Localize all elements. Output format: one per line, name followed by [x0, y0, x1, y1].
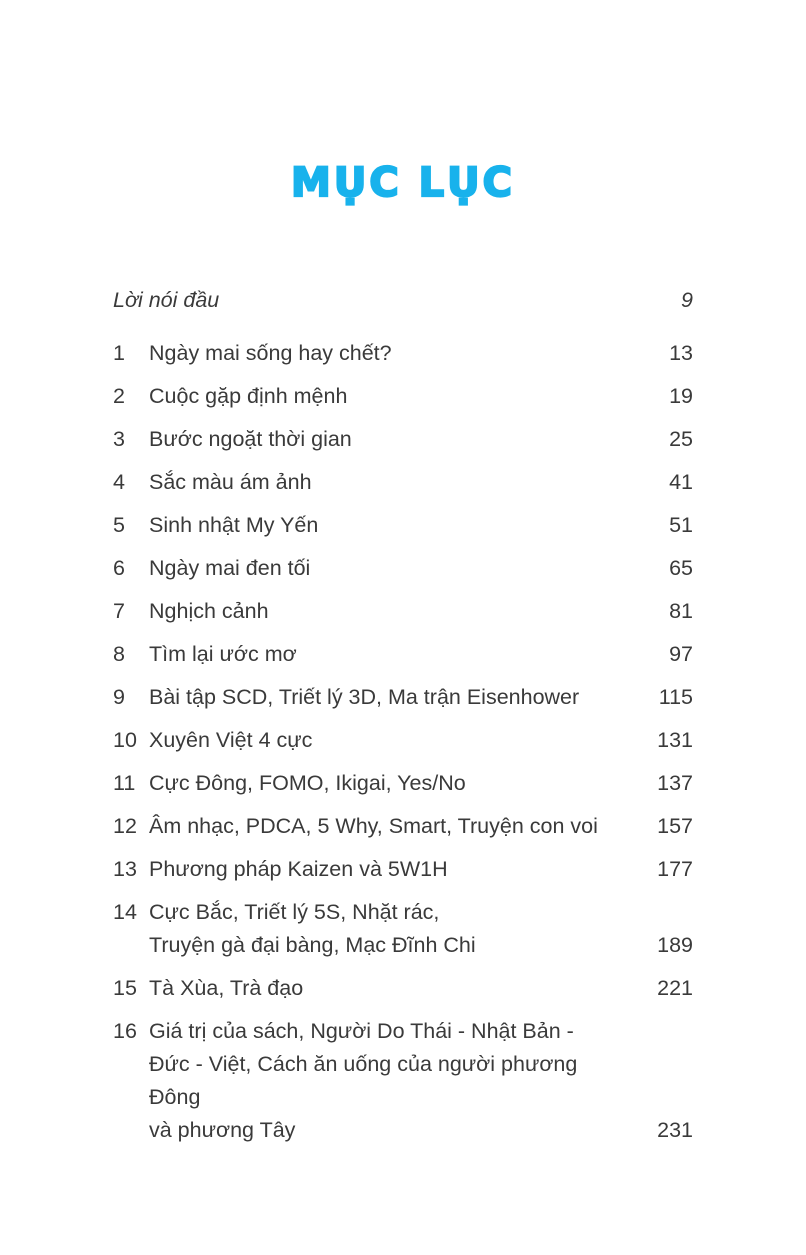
entry-page-number: 115 — [658, 685, 693, 709]
entry-page-number: 41 — [669, 470, 693, 494]
entry-title-line: Ngày mai đen tối — [149, 556, 311, 580]
toc-entry — [113, 810, 693, 843]
entry-title-line: Giá trị của sách, Người Do Thái - Nhật Bản - — [149, 1019, 574, 1043]
entry-title — [149, 509, 643, 542]
entry-title-line: Cực Đông, FOMO, Ikigai, Yes/No — [149, 771, 466, 795]
entry-page-number: 157 — [657, 814, 693, 838]
entry-number: 8 — [113, 642, 125, 666]
entry-number: 5 — [113, 513, 125, 537]
entry-title-line: Xuyên Việt 4 cực — [149, 728, 313, 752]
entry-page-number: 51 — [669, 513, 693, 537]
entry-title-line: Cực Bắc, Triết lý 5S, Nhặt rác, — [149, 900, 440, 924]
entry-title-line: Truyện gà đại bàng, Mạc Đĩnh Chi — [149, 933, 476, 957]
entry-title — [149, 595, 643, 628]
entry-title-line: Cuộc gặp định mệnh — [149, 384, 348, 408]
entry-number: 3 — [113, 427, 125, 451]
entry-title — [149, 972, 643, 1005]
entry-page-number: 137 — [657, 771, 693, 795]
entry-title-line: Ngày mai sống hay chết? — [149, 341, 392, 365]
entry-title-line: Sinh nhật My Yến — [149, 513, 319, 537]
preface-label: Lời nói đầu — [113, 288, 220, 312]
entry-title — [149, 810, 643, 843]
entry-number: 1 — [113, 341, 125, 365]
entry-number: 6 — [113, 556, 125, 580]
entry-page-number: 177 — [657, 857, 693, 881]
entry-title — [149, 552, 643, 585]
toc-entry — [113, 853, 693, 886]
entry-number: 15 — [113, 976, 137, 1000]
entry-title-line: Phương pháp Kaizen và 5W1H — [149, 857, 448, 881]
entry-title-line: Đức - Việt, Cách ăn uống của người phương Đông — [149, 1052, 578, 1109]
entry-page-number: 97 — [669, 642, 693, 666]
entry-title-line: và phương Tây — [149, 1118, 296, 1142]
preface-page-number: 9 — [681, 288, 693, 312]
entry-number: 9 — [113, 685, 125, 709]
entry-title-line: Tìm lại ước mơ — [149, 642, 297, 666]
entry-number: 16 — [113, 1019, 137, 1043]
toc-entry — [113, 509, 693, 542]
entry-number: 10 — [113, 728, 137, 752]
entry-title-line: Tà Xùa, Trà đạo — [149, 976, 304, 1000]
entry-number: 4 — [113, 470, 125, 494]
toc-entry — [113, 896, 693, 962]
entry-title — [149, 767, 643, 800]
toc-entry — [113, 380, 693, 413]
entry-page-number: 13 — [669, 341, 693, 365]
preface-row — [113, 284, 693, 317]
entry-title — [149, 724, 643, 757]
toc-content — [113, 0, 693, 1147]
entry-title — [149, 853, 643, 886]
toc-entry — [113, 1015, 693, 1147]
entry-number: 7 — [113, 599, 125, 623]
page-title: MỤC LỤC — [291, 160, 515, 206]
entry-number: 2 — [113, 384, 125, 408]
entry-page-number: 221 — [657, 976, 693, 1000]
entry-page-number: 131 — [657, 728, 693, 752]
toc-entry — [113, 552, 693, 585]
toc-entry — [113, 724, 693, 757]
entry-title — [149, 1015, 643, 1147]
entry-title-line: Âm nhạc, PDCA, 5 Why, Smart, Truyện con voi — [149, 814, 598, 838]
toc-entry — [113, 638, 693, 671]
entry-title — [149, 681, 643, 714]
toc-entry — [113, 681, 693, 714]
entry-title-line: Sắc màu ám ảnh — [149, 470, 312, 494]
entry-title — [149, 466, 643, 499]
toc-entry — [113, 972, 693, 1005]
entry-title-line: Bài tập SCD, Triết lý 3D, Ma trận Eisenhower — [149, 685, 580, 709]
entry-page-number: 231 — [657, 1118, 693, 1142]
entry-page-number: 25 — [669, 427, 693, 451]
entry-number: 14 — [113, 900, 137, 924]
toc-entry — [113, 466, 693, 499]
toc-entry — [113, 767, 693, 800]
toc-entry — [113, 337, 693, 370]
toc-list — [113, 337, 693, 1147]
entry-page-number: 19 — [669, 384, 693, 408]
entry-title — [149, 896, 643, 962]
entry-number: 12 — [113, 814, 137, 838]
toc-entry — [113, 595, 693, 628]
entry-title-line: Bước ngoặt thời gian — [149, 427, 352, 451]
entry-number: 11 — [113, 771, 136, 795]
entry-title-line: Nghịch cảnh — [149, 599, 269, 623]
entry-page-number: 65 — [669, 556, 693, 580]
entry-title — [149, 380, 643, 413]
entry-title — [149, 423, 643, 456]
entry-page-number: 189 — [657, 933, 693, 957]
entry-page-number: 81 — [669, 599, 693, 623]
entry-title — [149, 638, 643, 671]
entry-title — [149, 337, 643, 370]
entry-number: 13 — [113, 857, 137, 881]
toc-entry — [113, 423, 693, 456]
